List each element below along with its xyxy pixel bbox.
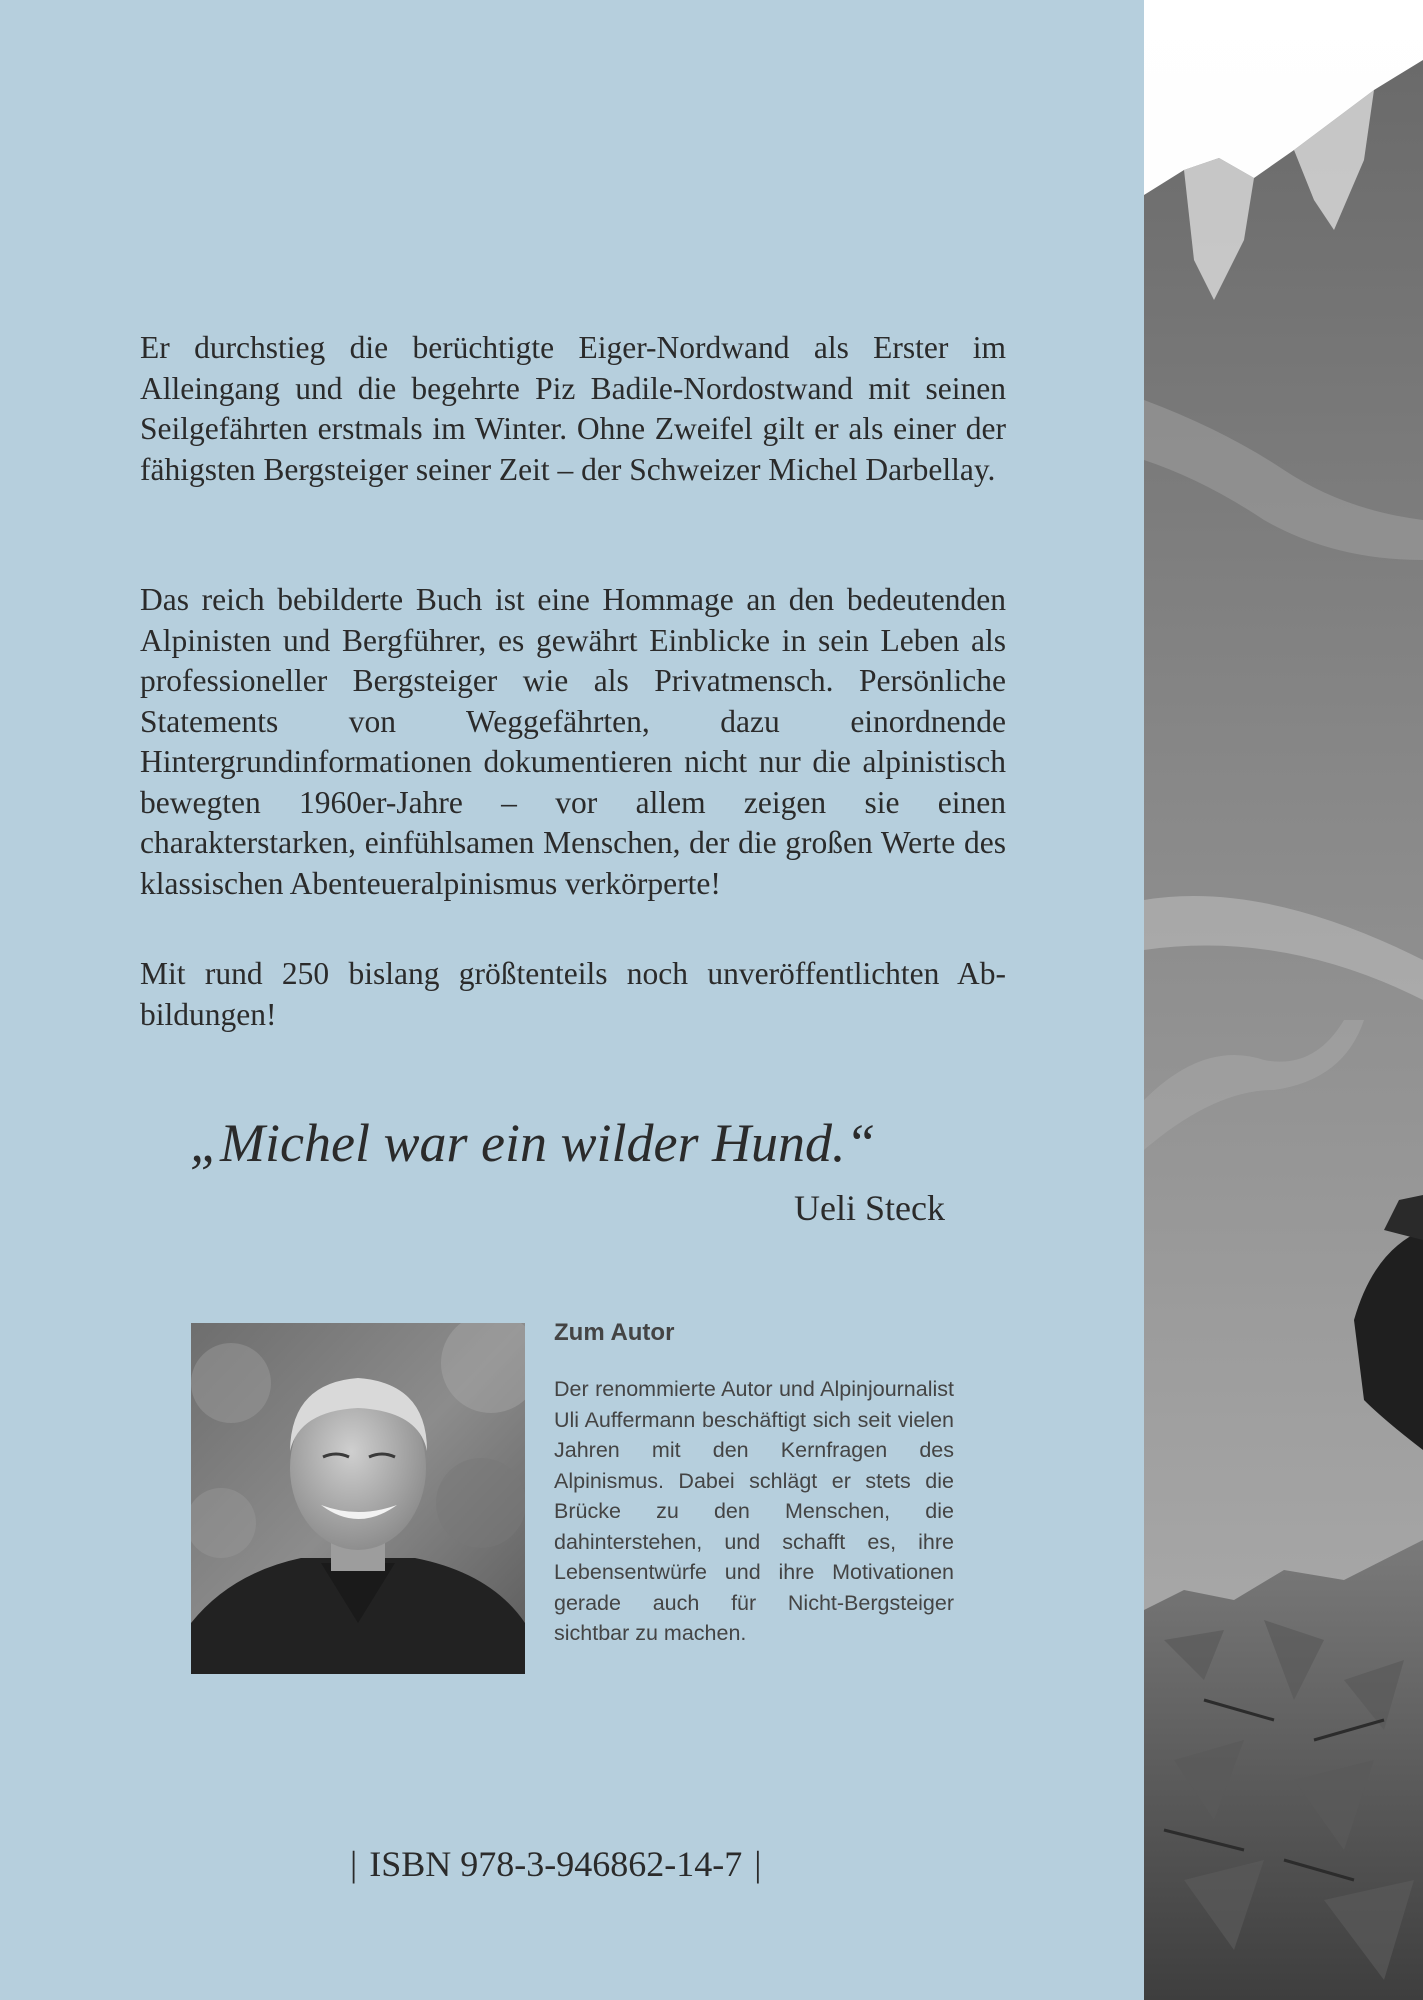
- blurb-paragraph-3: Mit rund 250 bislang größtenteils noch unveröffentlichten Abbildungen!: [140, 956, 1006, 1032]
- author-photo: [191, 1323, 525, 1674]
- blurb-paragraph-1: Er durchstieg die berüchtigte Eiger-Nordwand als Erster im Alleingang und die begehrte Piz Badile-Nordostwand mit seinen Seilgefährten erstmals im Winter. Ohne Zweifel gilt er als einer der fähigsten Bergsteiger seiner Zeit – der Schweizer Michel Darbellay.: [140, 330, 1006, 487]
- isbn-separator-left: |: [350, 1844, 358, 1884]
- pull-quote: „Michel war ein wilder Hund.“: [190, 1113, 876, 1173]
- blurb-paragraph-2: Das reich bebilderte Buch ist eine Hommage an den bedeutenden Alpinisten und Bergführer, es gewährt Einblicke in sein Leben als professioneller Bergsteiger wie als Privatmensch. Persönliche Statements von Weggefährten, dazu einordnende Hintergrundinformationen dokumentieren nicht nur die alpinistisch bewegten 1960er-Jahre – vor allem zeigen sie einen charakterstarken, einfühlsamen Menschen, der die großen Werte des klassischen Abenteueralpinismus verkörperte!: [140, 582, 1006, 901]
- isbn-number: ISBN 978-3-946862-14-7: [369, 1844, 743, 1884]
- isbn-line: [338, 1842, 773, 1886]
- quote-author: Ueli Steck: [794, 1188, 945, 1228]
- mountain-photo-strip: [1144, 0, 1423, 2000]
- isbn-separator-right: |: [754, 1844, 762, 1884]
- author-heading: Zum Autor: [554, 1319, 675, 1346]
- author-bio: Der renommierte Autor und Alpinjournalist Uli Auffermann beschäftigt sich seit vielen Jahren mit den Kernfragen des Alpinismus. Dabei schlägt er stets die Brücke zu den Menschen, die dahinterstehen, und schafft es, ihre Lebensentwürfe und ihre Motivationen gerade auch für Nicht-Bergsteiger sichtbar zu machen.: [554, 1377, 954, 1645]
